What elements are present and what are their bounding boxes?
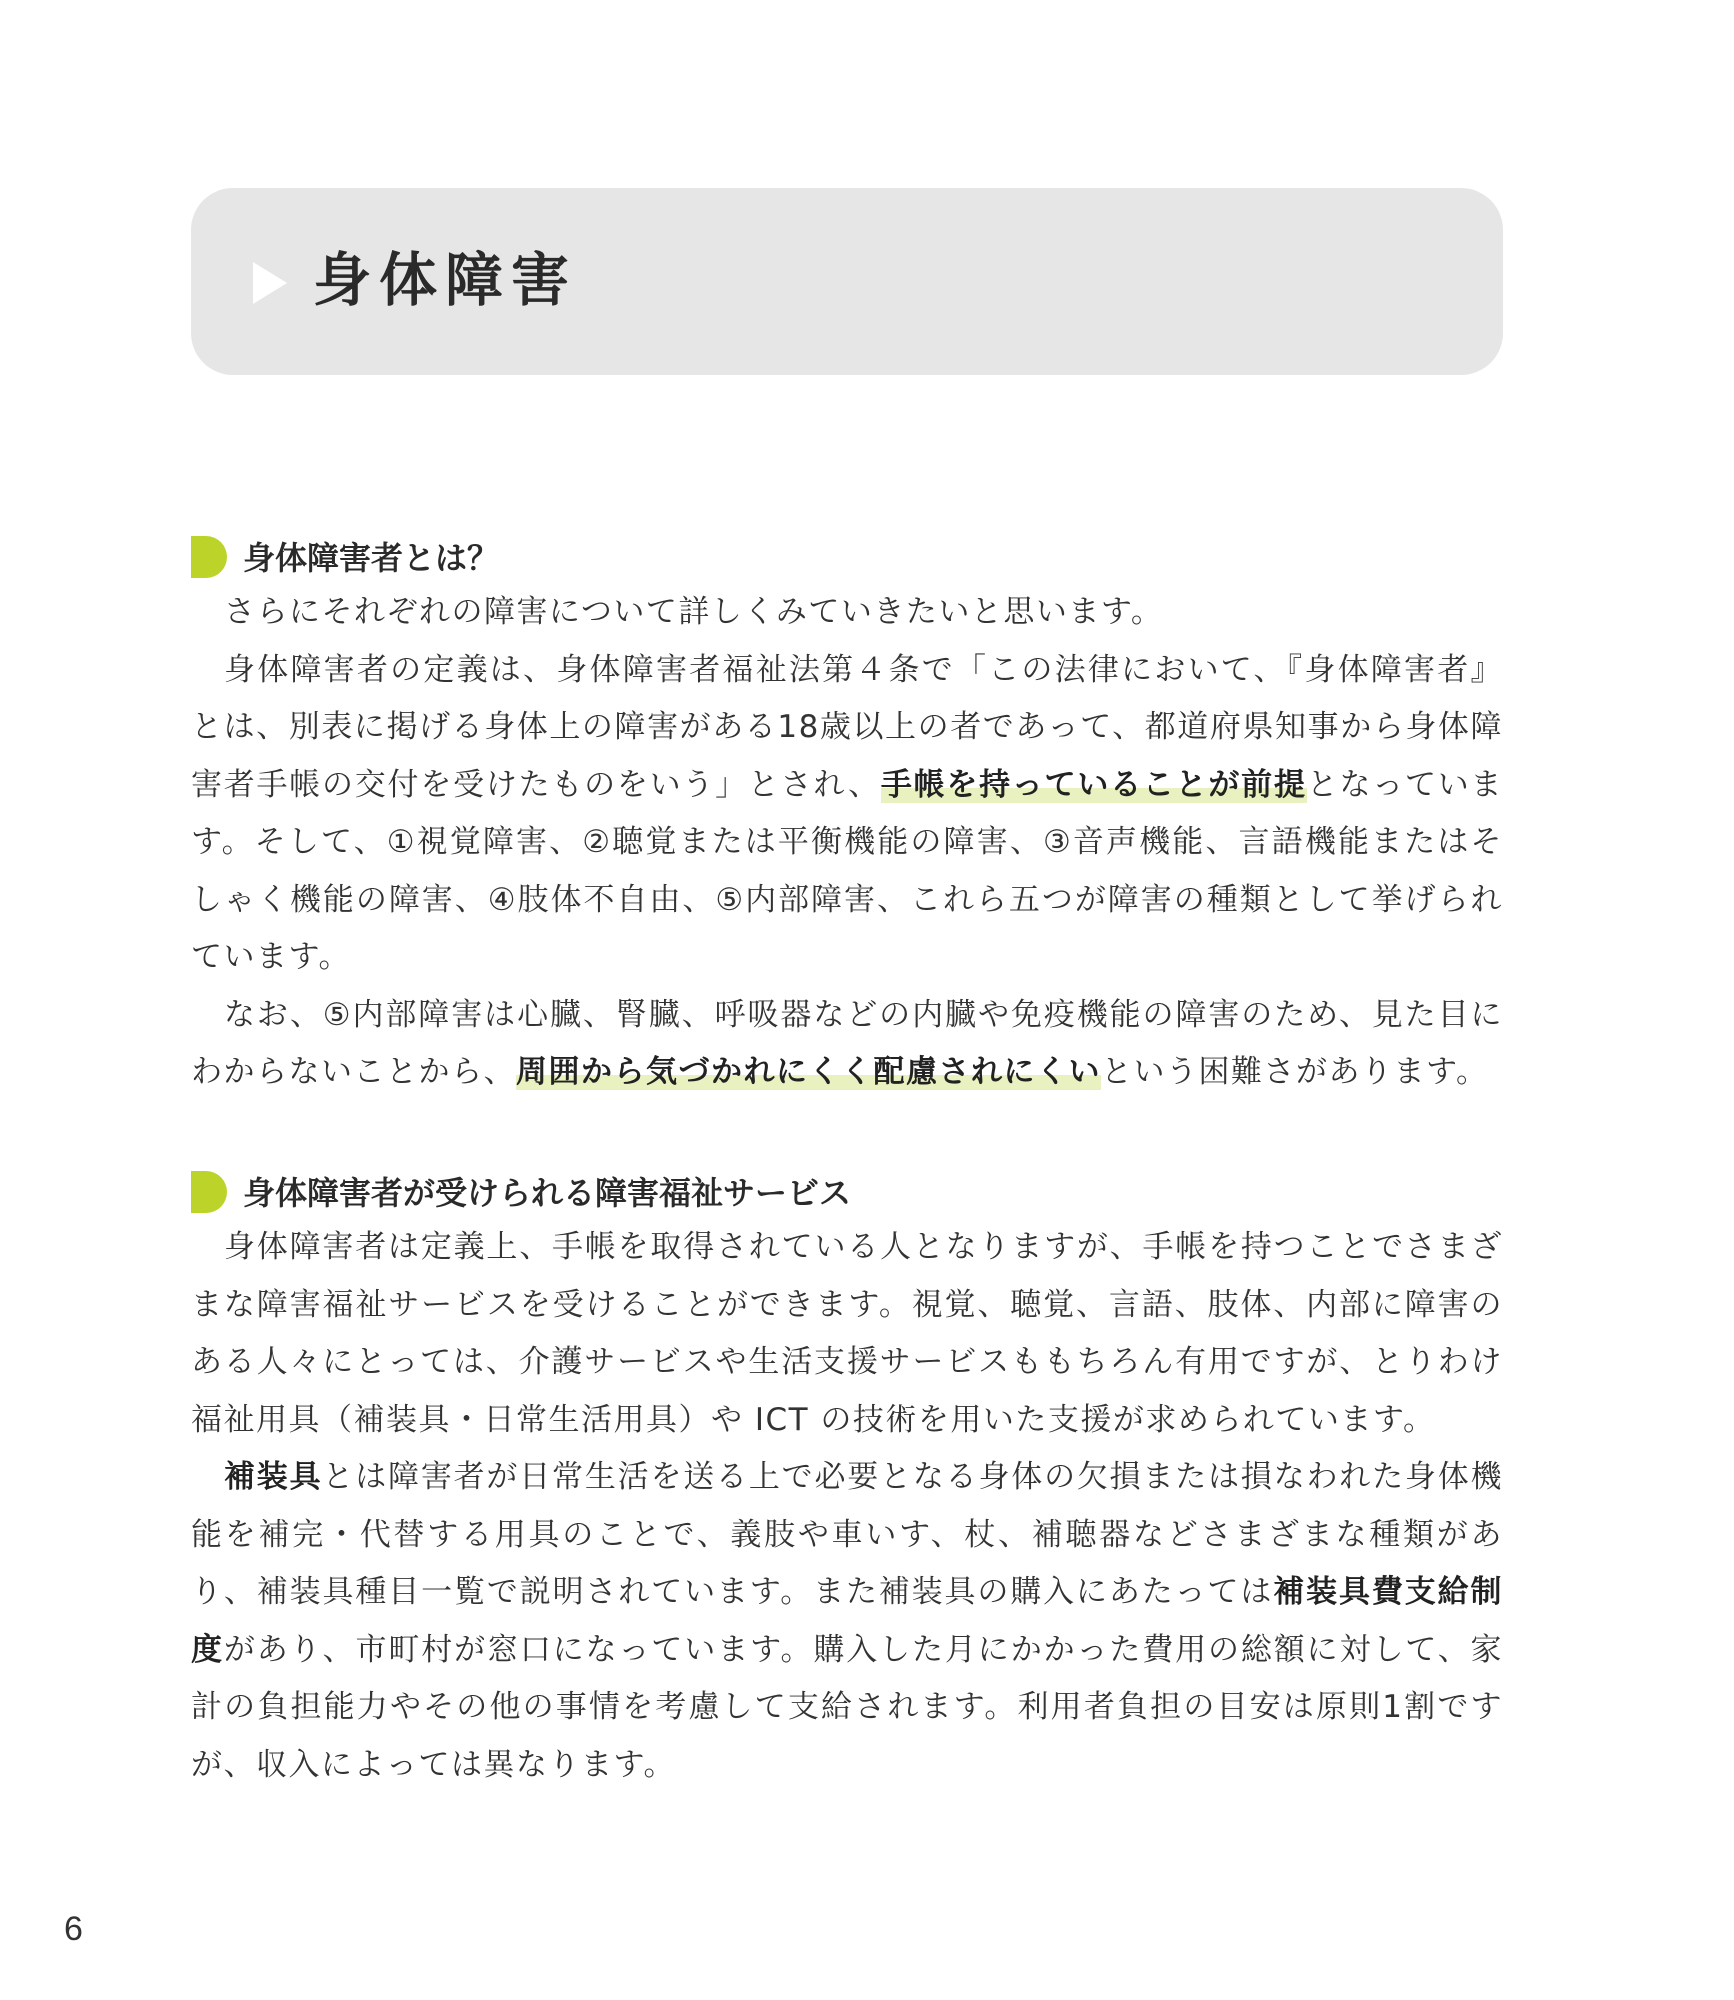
heading-marker-icon: [191, 1171, 227, 1213]
text-run: 身体障害者の定義は、身体障害者福祉法第４条で「この法律において、『身体障害者』とは、別表に掲げる身体上の障害がある18歳以上の者であって、都道府県知事から身体障害者手帳の交付を受けたものをいう」とされ、: [191, 651, 1503, 803]
section-title-box: [191, 188, 1503, 375]
triangle-icon: [253, 262, 287, 304]
text-run: があり、市町村が窓口になっています。購入した月にかかった費用の総額に対して、家計の負担能力やその他の事情を考慮して支給されます。利用者負担の目安は原則1割ですが、収入によっては異なります。: [191, 1631, 1503, 1783]
page-title: 身体障害: [313, 246, 578, 314]
text-run: という困難さがあります。: [1101, 1054, 1489, 1090]
section-definition: [191, 532, 1503, 1102]
highlighted-text: 周囲から気づかれにくく配慮されにくい: [516, 1054, 1101, 1090]
paragraph: [191, 642, 1503, 987]
paragraph: [191, 987, 1503, 1102]
page-number: 6: [64, 1910, 83, 1948]
section-services: [191, 1167, 1503, 1794]
section-heading: [191, 532, 1503, 584]
heading-marker-icon: [191, 536, 227, 578]
text-run: さらにそれぞれの障害について詳しくみていきたいと思います。: [224, 594, 1164, 630]
text-run: とは障害者が日常生活を送る上で必要となる身体の欠損または損なわれた身体機能を補完・代替する用具のことで、義肢や車いす、杖、補聴器などさまざまな種類があり、補装具種目一覧で説明されています。また補装具の購入にあたっては: [191, 1459, 1504, 1610]
text-run: なお、⑤内部障害は心臓、腎臓、呼吸器などの内臓や免疫機能の障害のため、見た目にわからないことから、: [191, 996, 1503, 1090]
text-run: 身体障害者は定義上、手帳を取得されている人となりますが、手帳を持つことでさまざまな障害福祉サービスを受けることができます。視覚、聴覚、言語、肢体、内部に障害のある人々にとっては、介護サービスや生活支援サービスももちろん有用ですが、とりわけ福祉用具（補装具・日常生活用具）や ICT の技術を用いた支援が求められています。: [191, 1229, 1504, 1438]
paragraph: [191, 1449, 1503, 1794]
bold-term: 補装具: [224, 1459, 323, 1495]
bold-term: 補装具費支給制度: [191, 1574, 1503, 1668]
paragraph: [191, 1219, 1503, 1449]
highlighted-text: 手帳を持っていることが前提: [880, 766, 1307, 803]
heading-text: 身体障害者が受けられる障害福祉サービス: [243, 1174, 852, 1212]
text-run: となっています。そして、①視覚障害、②聴覚または平衡機能の障害、③音声機能、言語機能またはそしゃく機能の障害、④肢体不自由、⑤内部障害、これら五つが障害の種類として挙げられています。: [191, 766, 1504, 975]
heading-text: 身体障害者とは？: [243, 539, 500, 577]
section-heading: [191, 1167, 1503, 1219]
paragraph: [191, 584, 1503, 642]
